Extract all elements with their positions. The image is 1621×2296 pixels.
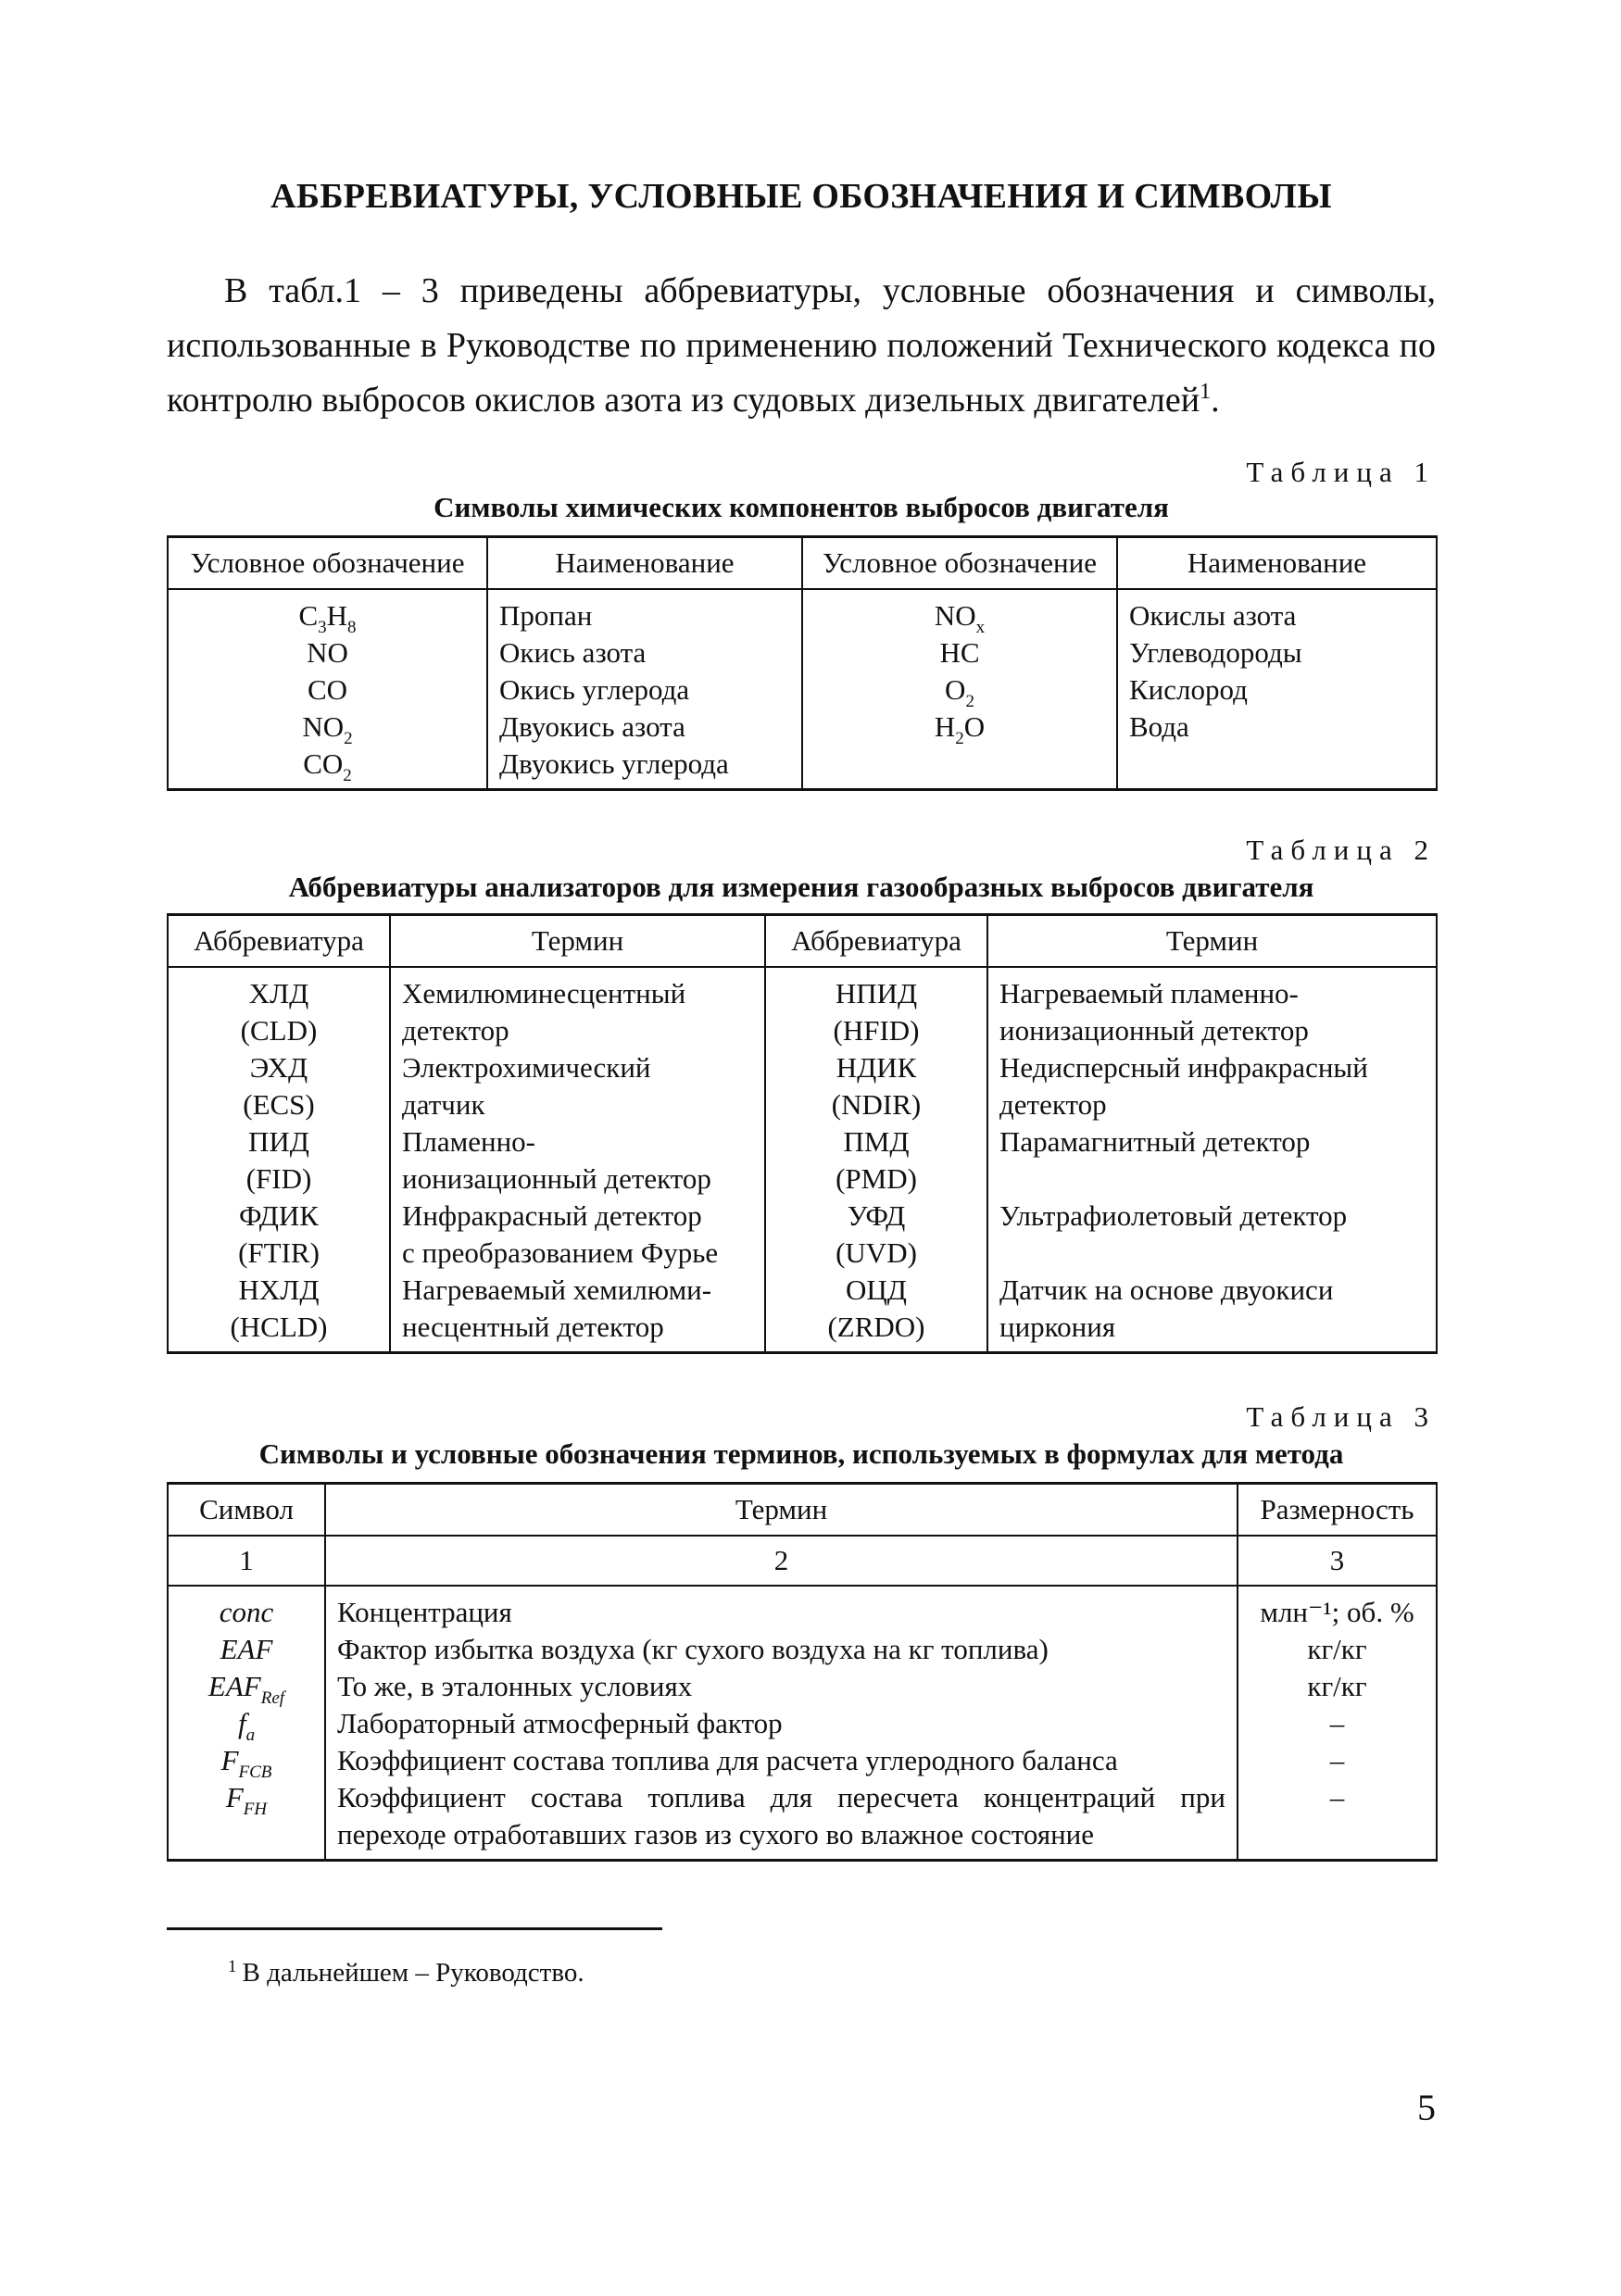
symbol-subscript: a	[245, 1725, 256, 1745]
chemical-formula	[180, 709, 475, 746]
term-cell: Пламенно-	[390, 1123, 765, 1161]
abbreviation-cell: НПИД	[765, 967, 987, 1012]
table1-header: Условное обозначение	[802, 537, 1117, 589]
table-row	[168, 1742, 1437, 1779]
chemical-formula	[814, 671, 1105, 709]
chemical-formula	[814, 597, 1105, 637]
table2-header: Аббревиатура	[168, 915, 390, 967]
abbreviation-cell: (ECS)	[168, 1086, 390, 1123]
table1-header: Наименование	[1117, 537, 1437, 589]
formula-base: NO	[302, 709, 345, 743]
term-cell: Коэффициент состава топлива для пересчета концентраций при переходе отработавших газов из сухого во влажное состояние	[325, 1779, 1238, 1861]
table1-caption: Символы химических компонентов выбросов двигателя	[434, 491, 1169, 523]
formula-base: H	[326, 598, 348, 632]
component-name: Окислы азота	[1129, 598, 1297, 632]
formula-base: O	[963, 709, 986, 743]
unit-cell: кг/кг	[1238, 1631, 1437, 1668]
term-cell: Лабораторный атмосферный фактор	[325, 1705, 1238, 1742]
formula-subscript: 8	[347, 617, 357, 637]
component-name: Окись азота	[499, 635, 647, 669]
table1-symbol-cell	[168, 589, 487, 790]
abbreviation-cell: НХЛД	[168, 1272, 390, 1309]
table2-label: Таблица 2	[1246, 834, 1436, 866]
table-row	[168, 1779, 1437, 1861]
formula-base: NO	[307, 635, 348, 669]
table3	[167, 1482, 1438, 1862]
term-cell: Парамагнитный детектор	[987, 1123, 1437, 1161]
term-cell: ионизационный детектор	[987, 1012, 1437, 1049]
term-cell: Инфракрасный детектор	[390, 1198, 765, 1235]
footnote-ref: 1	[1200, 380, 1212, 404]
table3-header: Термин	[325, 1484, 1238, 1536]
component-name: Двуокись азота	[499, 709, 685, 743]
symbol-cell	[168, 1779, 325, 1861]
formula-subscript: 2	[344, 728, 353, 748]
table2-header: Термин	[987, 915, 1437, 967]
unit-cell: –	[1238, 1779, 1437, 1861]
table-row	[168, 967, 1437, 1012]
formula-subscript: 2	[343, 765, 352, 785]
table1	[167, 535, 1438, 791]
abbreviation-cell: ПМД	[765, 1123, 987, 1161]
term-cell: Концентрация	[325, 1586, 1238, 1631]
table-row	[168, 1309, 1437, 1353]
formula-base: CO	[303, 747, 344, 780]
table3-label: Таблица 3	[1246, 1400, 1436, 1433]
term-cell	[987, 1161, 1437, 1198]
component-name: Двуокись углерода	[499, 747, 729, 780]
table-row	[168, 1235, 1437, 1272]
unit-cell: –	[1238, 1705, 1437, 1742]
footnote-mark: 1	[228, 1957, 237, 1976]
term-cell: Нагреваемый хемилюми-	[390, 1272, 765, 1309]
component-name: Пропан	[499, 598, 593, 632]
abbreviation-cell: УФД	[765, 1198, 987, 1235]
unit-cell: млн⁻¹; об. %	[1238, 1586, 1437, 1631]
table2	[167, 913, 1438, 1354]
symbol-subscript: FH	[243, 1799, 268, 1819]
table-row	[168, 1631, 1437, 1668]
term-cell: датчик	[390, 1086, 765, 1123]
table2-header: Термин	[390, 915, 765, 967]
formula-base: O	[945, 672, 966, 706]
table1-header: Условное обозначение	[168, 537, 487, 589]
table-row	[168, 1049, 1437, 1086]
table-row	[168, 1012, 1437, 1049]
abbreviation-cell: (FID)	[168, 1161, 390, 1198]
term-cell: То же, в эталонных условиях	[325, 1668, 1238, 1705]
table2-caption: Аббревиатуры анализаторов для измерения газообразных выбросов двигателя	[288, 871, 1314, 903]
formula-subscript: 2	[955, 728, 964, 748]
unit-cell: –	[1238, 1742, 1437, 1779]
table-row	[168, 1668, 1437, 1705]
formula-base: C	[298, 598, 319, 632]
chemical-formula	[180, 746, 475, 783]
symbol-cell	[168, 1705, 325, 1745]
formula-subscript: 3	[318, 617, 327, 637]
term-cell: детектор	[390, 1012, 765, 1049]
term-cell: Недисперсный инфракрасный	[987, 1049, 1437, 1086]
footnote-separator	[167, 1927, 662, 1930]
component-name: Углеводороды	[1129, 635, 1302, 669]
component-name: Окись углерода	[499, 672, 690, 706]
formula-base: H	[934, 709, 956, 743]
symbol-cell	[168, 1586, 325, 1631]
table1-header: Наименование	[487, 537, 802, 589]
symbol-subscript: Ref	[260, 1687, 285, 1708]
formula-base: NO	[934, 598, 976, 632]
formula-subscript: x	[975, 617, 986, 637]
table-row	[168, 589, 1437, 790]
abbreviation-cell: (HFID)	[765, 1012, 987, 1049]
table3-column-number: 2	[325, 1536, 1238, 1586]
page-title: АББРЕВИАТУРЫ, УСЛОВНЫЕ ОБОЗНАЧЕНИЯ И СИМВОЛЫ	[270, 177, 1332, 216]
table1-name-cell	[487, 589, 802, 790]
table-row	[168, 1586, 1437, 1631]
chemical-formula	[814, 634, 1105, 671]
formula-base: CO	[307, 672, 348, 706]
table-row	[168, 1705, 1437, 1742]
symbol: f	[237, 1706, 246, 1739]
table-row	[168, 1123, 1437, 1161]
unit-cell: кг/кг	[1238, 1668, 1437, 1705]
table1-name-cell	[1117, 589, 1437, 790]
intro-text: В табл.1 – 3 приведены аббревиатуры, условные обозначения и символы, использованные в Руководстве по применению положений Технического кодекса по контролю выбросов окислов азота из судовых дизельных двигателей	[167, 271, 1436, 420]
symbol-cell	[168, 1742, 325, 1782]
term-cell: детектор	[987, 1086, 1437, 1123]
intro-paragraph	[167, 264, 1436, 428]
abbreviation-cell: (HCLD)	[168, 1309, 390, 1353]
term-cell: циркония	[987, 1309, 1437, 1353]
chemical-formula	[814, 746, 1105, 783]
abbreviation-cell: ОЦД	[765, 1272, 987, 1309]
component-name: Кислород	[1129, 672, 1248, 706]
symbol: EAF	[220, 1632, 273, 1665]
symbol: conc	[219, 1595, 274, 1628]
abbreviation-cell: ПИД	[168, 1123, 390, 1161]
term-cell: с преобразованием Фурье	[390, 1235, 765, 1272]
table-row	[168, 1272, 1437, 1309]
term-cell: Коэффициент состава топлива для расчета углеродного баланса	[325, 1742, 1238, 1779]
formula-base: HC	[939, 635, 980, 669]
table2-header: Аббревиатура	[765, 915, 987, 967]
symbol: F	[220, 1743, 239, 1776]
chemical-formula	[180, 671, 475, 709]
component-name: Вода	[1129, 709, 1189, 743]
term-cell	[987, 1235, 1437, 1272]
abbreviation-cell: НДИК	[765, 1049, 987, 1086]
footnote-text: В дальнейшем – Руководство.	[242, 1958, 584, 1988]
component-name	[1129, 746, 1425, 783]
page-number: 5	[1417, 2087, 1436, 2128]
chemical-formula	[814, 709, 1105, 746]
table-row	[168, 1161, 1437, 1198]
symbol-cell	[168, 1631, 325, 1668]
term-cell: Хемилюминесцентный	[390, 967, 765, 1012]
symbol-cell	[168, 1668, 325, 1708]
table3-header: Символ	[168, 1484, 325, 1536]
footnote	[228, 1958, 584, 1989]
chemical-formula	[180, 634, 475, 671]
table-row	[168, 1086, 1437, 1123]
formula-subscript: 2	[965, 691, 974, 711]
term-cell: Нагреваемый пламенно-	[987, 967, 1437, 1012]
abbreviation-cell: ЭХД	[168, 1049, 390, 1086]
document-page	[167, 0, 1436, 2296]
abbreviation-cell: (PMD)	[765, 1161, 987, 1198]
abbreviation-cell: (FTIR)	[168, 1235, 390, 1272]
table1-label: Таблица 1	[1246, 456, 1436, 488]
term-cell: Электрохимический	[390, 1049, 765, 1086]
table-row	[168, 1198, 1437, 1235]
abbreviation-cell: (ZRDO)	[765, 1309, 987, 1353]
abbreviation-cell: (UVD)	[765, 1235, 987, 1272]
table3-header: Размерность	[1238, 1484, 1437, 1536]
symbol: EAF	[207, 1669, 261, 1702]
abbreviation-cell: ХЛД	[168, 967, 390, 1012]
term-cell: Фактор избытка воздуха (кг сухого воздуха на кг топлива)	[325, 1631, 1238, 1668]
symbol-subscript: FCB	[238, 1762, 272, 1782]
table3-caption: Символы и условные обозначения терминов, используемых в формулах для метода	[258, 1437, 1344, 1470]
intro-end: .	[1211, 381, 1220, 420]
abbreviation-cell: (CLD)	[168, 1012, 390, 1049]
table3-column-number: 1	[168, 1536, 325, 1586]
term-cell: Датчик на основе двуокиси	[987, 1272, 1437, 1309]
table3-column-number: 3	[1238, 1536, 1437, 1586]
abbreviation-cell: ФДИК	[168, 1198, 390, 1235]
table1-symbol-cell	[802, 589, 1117, 790]
chemical-formula	[180, 597, 475, 637]
symbol: F	[225, 1780, 244, 1813]
term-cell: Ультрафиолетовый детектор	[987, 1198, 1437, 1235]
term-cell: ионизационный детектор	[390, 1161, 765, 1198]
abbreviation-cell: (NDIR)	[765, 1086, 987, 1123]
term-cell: несцентный детектор	[390, 1309, 765, 1353]
